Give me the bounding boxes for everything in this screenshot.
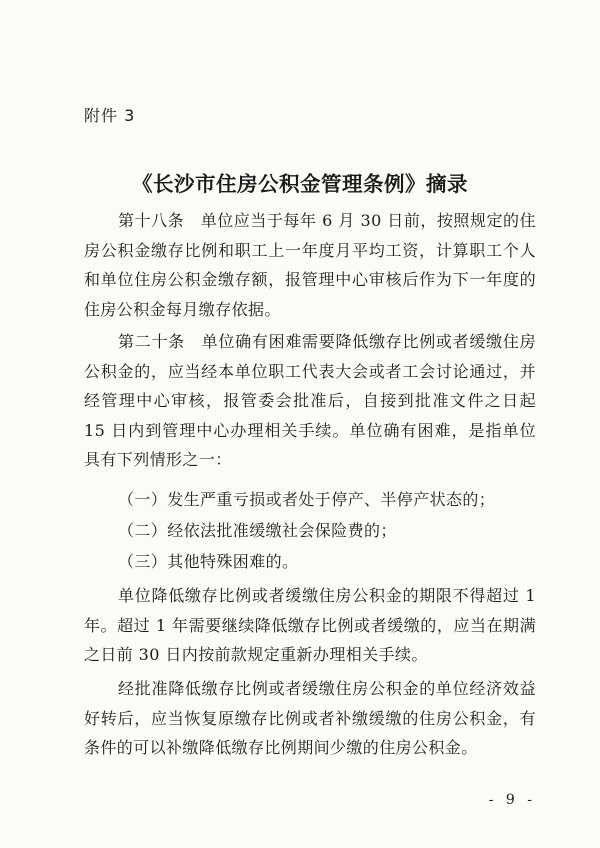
list-item: （三）其他特殊困难的。 (118, 552, 299, 571)
list-item: （二）经依法批准缓缴社会保险费的； (118, 521, 397, 540)
page-number: - 9 - (488, 792, 536, 808)
list-item: （一）发生严重亏损或者处于停产、半停产状态的； (118, 490, 496, 509)
deferral-period-paragraph: 单位降低缴存比例或者缓缴住房公积金的期限不得超过 1 年。超过 1 年需要继续降低缴存比例或者缓缴的，应当在期满之日前 30 日内按前款规定重新办理相关手续。 (84, 586, 536, 664)
restoration-paragraph: 经批准降低缴存比例或者缓缴住房公积金的单位经济效益好转后，应当恢复原缴存比例或者补缴缓缴的住房公积金，有条件的可以补缴降低缴存比例期间少缴的住房公积金。 (84, 679, 536, 757)
document-title: 《长沙市住房公积金管理条例》摘录 (132, 172, 468, 196)
attachment-label: 附件 3 (84, 106, 136, 125)
article-18-paragraph: 第十八条 单位应当于每年 6 月 30 日前，按照规定的住房公积金缴存比例和职工上一年度月平均工资，计算职工个人和单位住房公积金缴存额，报管理中心审核后作为下一年度的住房公积金每月缴存依据。 (84, 211, 536, 319)
article-20-paragraph: 第二十条 单位确有困难需要降低缴存比例或者缓缴住房公积金的，应当经本单位职工代表大会或者工会讨论通过，并经管理中心审核，报管委会批准后，自接到批准文件之日起 15 日内到管理中心办理相关手续。单位确有困难，是指单位具有下列情形之一： (84, 332, 536, 469)
